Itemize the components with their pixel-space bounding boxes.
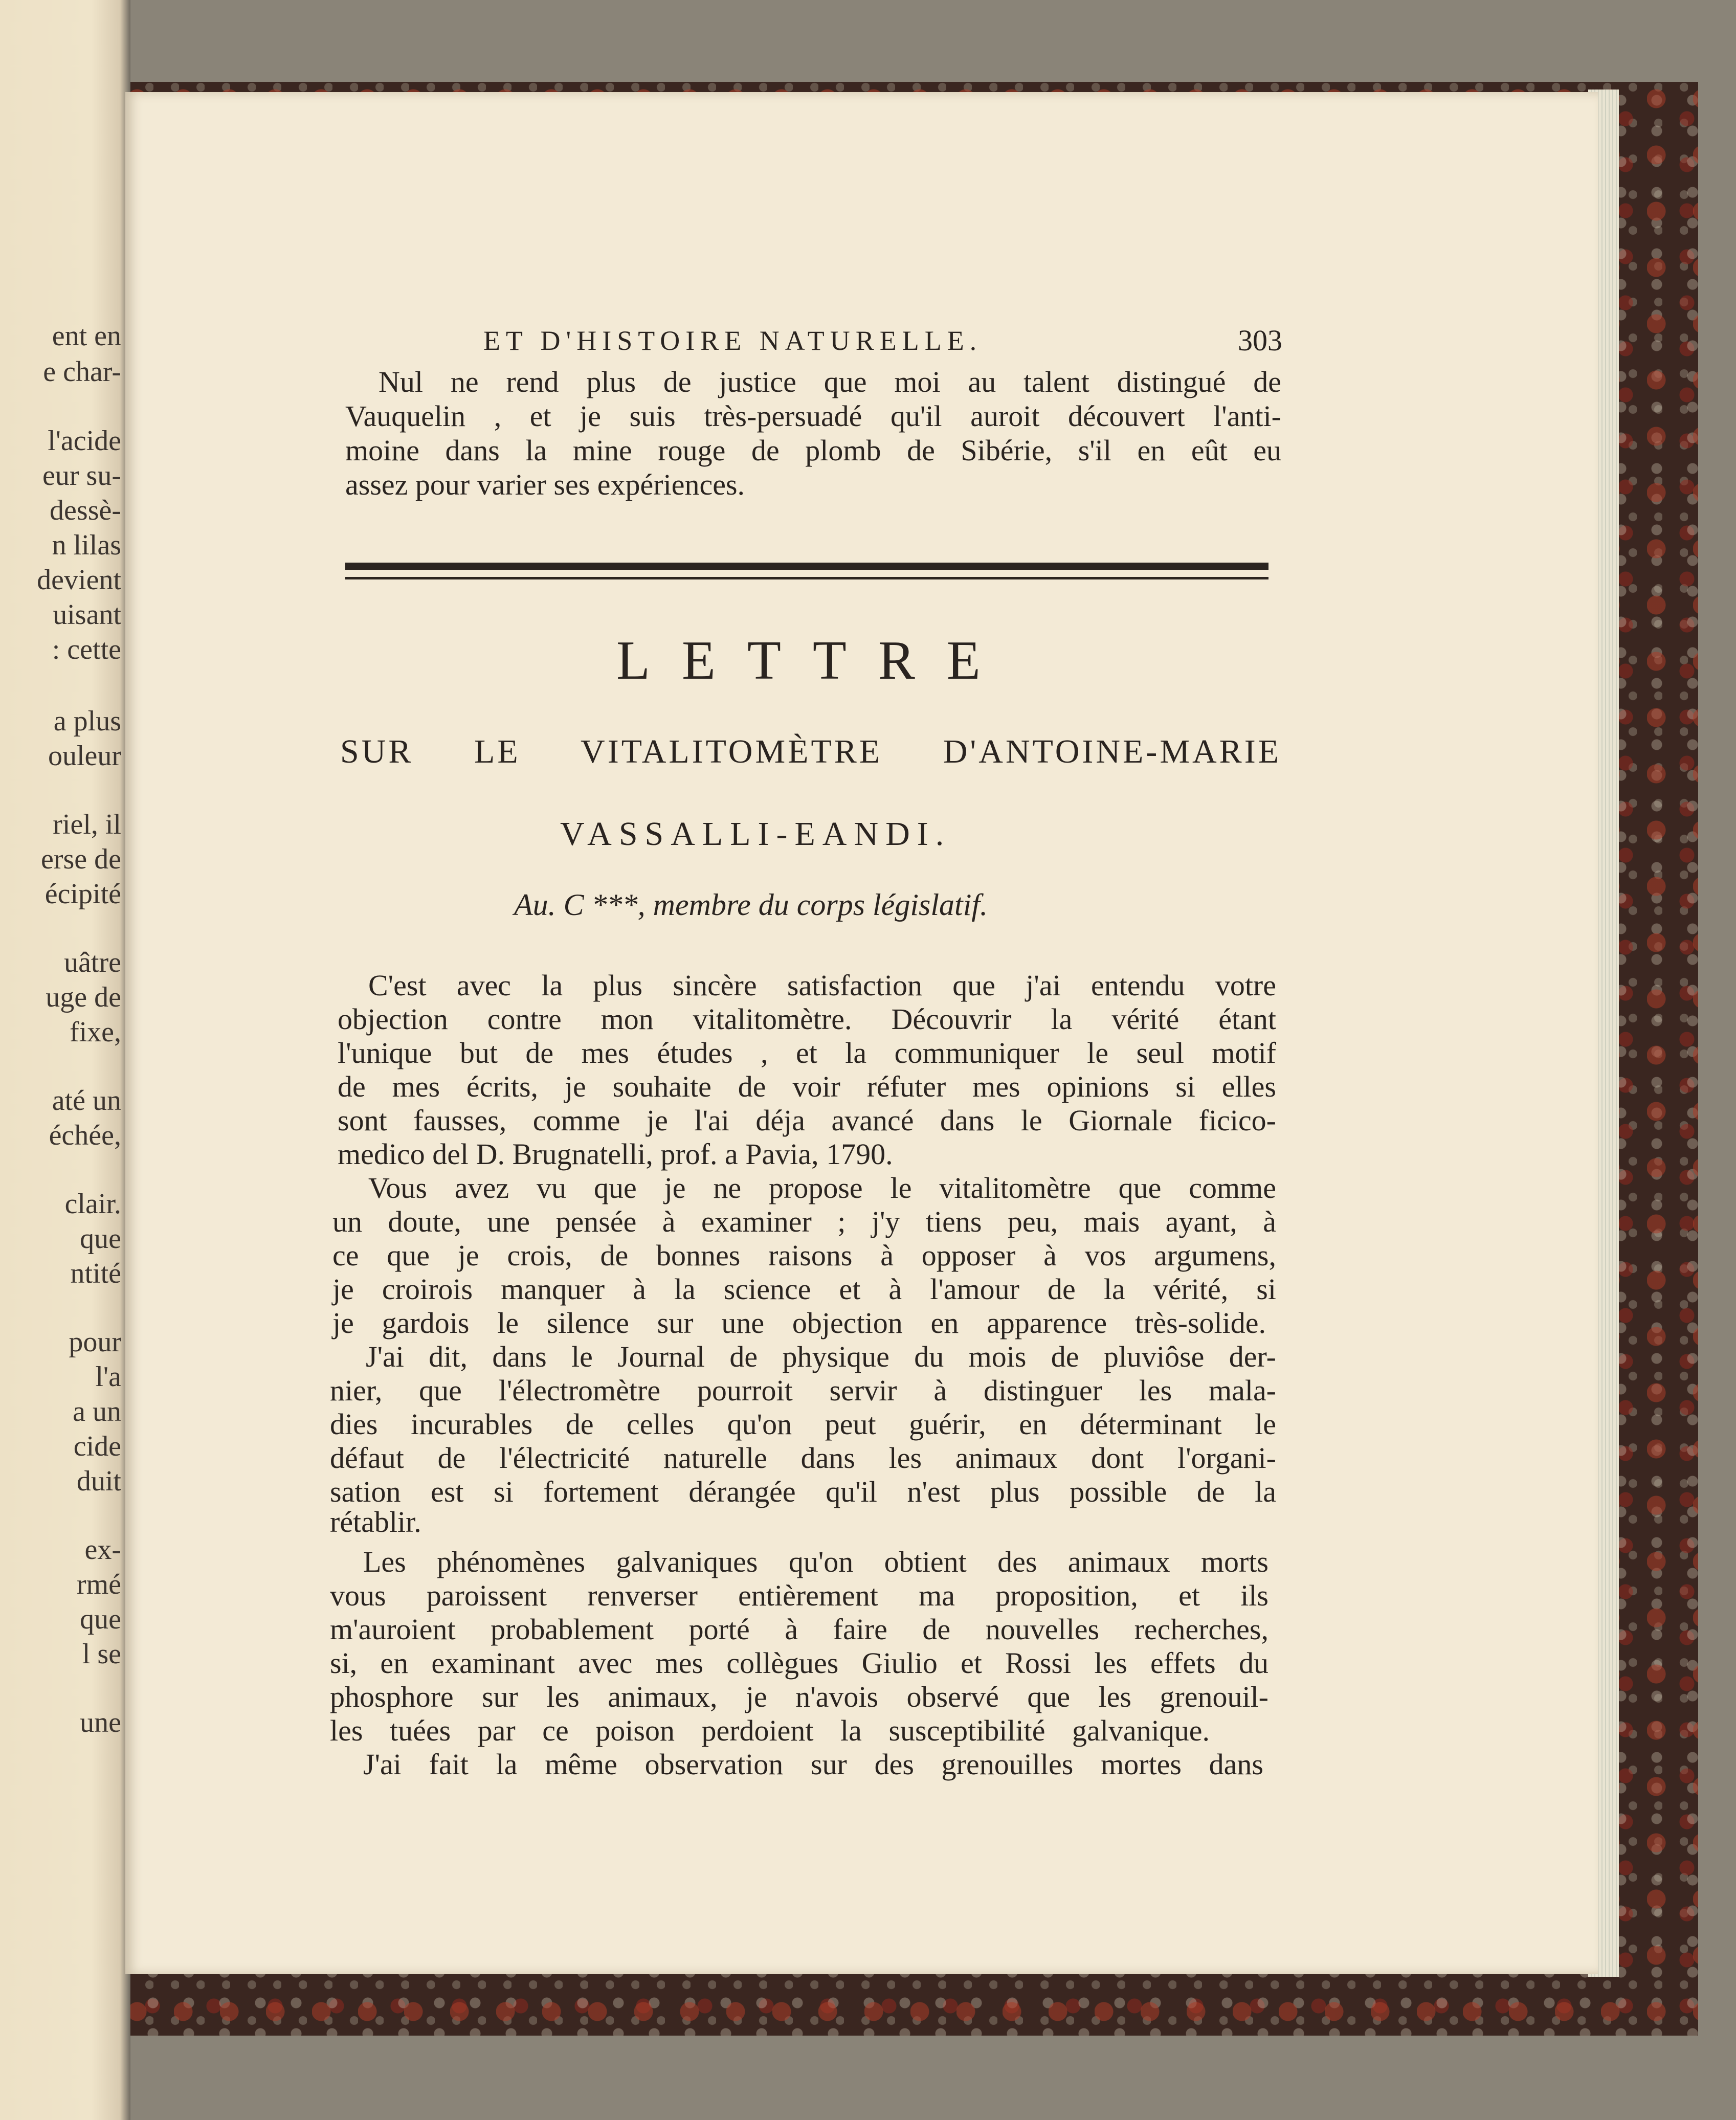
text-line: J'ai dit, dans le Journal de physique du mois de pluviôse der- xyxy=(366,1340,1276,1373)
text-line: de mes écrits, je souhaite de voir réfuter mes opinions si elles xyxy=(338,1070,1276,1103)
text-line: medico del D. Brugnatelli, prof. a Pavia, 1790. xyxy=(338,1137,893,1171)
left-fragment: clair. xyxy=(64,1188,121,1220)
left-fragment: l'acide xyxy=(48,425,121,457)
left-fragment: n lilas xyxy=(52,529,121,561)
text-line: J'ai fait la même observation sur des grenouilles mortes dans xyxy=(363,1748,1263,1781)
left-fragment: uisant xyxy=(53,599,121,631)
text-line: C'est avec la plus sincère satisfaction que j'ai entendu votre xyxy=(368,969,1276,1002)
left-fragment: que xyxy=(80,1603,121,1635)
letter-title: LETTRE xyxy=(616,630,1012,691)
left-fragment: fixe, xyxy=(69,1016,121,1048)
left-fragment: a un xyxy=(73,1396,121,1427)
running-head: ET D'HISTOIRE NATURELLE. xyxy=(483,325,983,356)
section-rule-thin xyxy=(345,577,1268,579)
text-line: les tuées par ce poison perdoient la susceptibilité galvanique. xyxy=(330,1714,1210,1747)
text-line: sont fausses, comme je l'ai déja avancé dans le Giornale ficico- xyxy=(338,1104,1276,1137)
left-fragment: ex- xyxy=(84,1534,121,1566)
text-line: nier, que l'électromètre pourroit servir à distinguer les mala- xyxy=(330,1374,1276,1407)
left-fragment: l se xyxy=(82,1638,121,1670)
left-fragment: até un xyxy=(52,1085,121,1117)
left-fragment: a plus xyxy=(53,705,121,737)
left-fragment: riel, il xyxy=(53,809,121,840)
text-line: m'auroient probablement porté à faire de nouvelles recherches, xyxy=(330,1613,1268,1646)
letter-addressee: Au. C ***, membre du corps législatif. xyxy=(514,888,988,922)
left-fragment: erse de xyxy=(40,843,121,875)
text-line: objection contre mon vitalitomètre. Découvrir la vérité étant xyxy=(338,1002,1276,1036)
text-line: phosphore sur les animaux, je n'avois observé que les grenouil- xyxy=(330,1680,1268,1713)
left-fragment: e char- xyxy=(43,356,121,388)
text-line: rétablir. xyxy=(330,1505,421,1538)
left-fragment: l'a xyxy=(95,1361,121,1393)
left-fragment: uâtre xyxy=(64,947,121,978)
left-fragment: que xyxy=(80,1223,121,1255)
text-line: Les phénomènes galvaniques qu'on obtient des animaux morts xyxy=(363,1545,1268,1578)
left-fragment: : cette xyxy=(52,634,121,665)
text-line: défaut de l'électricité naturelle dans les animaux dont l'organi- xyxy=(330,1441,1276,1475)
text-line: ce que je crois, de bonnes raisons à opposer à vos argumens, xyxy=(332,1239,1276,1272)
left-fragment: dessè- xyxy=(50,495,121,526)
text-line: un doute, une pensée à examiner ; j'y tiens peu, mais ayant, à xyxy=(332,1205,1276,1238)
left-fragment: ent en xyxy=(52,320,121,352)
left-fragment: ouleur xyxy=(48,740,121,772)
text-line: moine dans la mine rouge de plomb de Sibérie, s'il en eût eu xyxy=(345,434,1281,467)
left-fragment: uge de xyxy=(46,981,121,1013)
text-line: je gardois le silence sur une objection en apparence très-solide. xyxy=(332,1306,1266,1340)
left-fragment: duit xyxy=(76,1465,121,1497)
left-fragment: ntité xyxy=(70,1258,121,1289)
text-line: sation est si fortement dérangée qu'il n'est plus possible de la xyxy=(330,1475,1276,1508)
text-line: dies incurables de celles qu'on peut guérir, en déterminant le xyxy=(330,1408,1276,1441)
letter-subtitle-author: VASSALLI-EANDI. xyxy=(560,815,951,853)
left-fragment: écipité xyxy=(44,878,121,910)
text-line: assez pour varier ses expériences. xyxy=(345,468,745,501)
left-fragment: devient xyxy=(37,564,121,596)
text-line: Vous avez vu que je ne propose le vitalitomètre que comme xyxy=(368,1171,1276,1204)
text-line: vous paroissent renverser entièrement ma proposition, et ils xyxy=(330,1579,1268,1612)
left-fragment: échée, xyxy=(49,1120,121,1151)
text-line: si, en examinant avec mes collègues Giulio et Rossi les effets du xyxy=(330,1646,1268,1680)
left-fragment: cide xyxy=(73,1431,121,1462)
letter-subtitle: SUR LE VITALITOMÈTRE D'ANTOINE-MARIE xyxy=(340,733,1281,770)
text-line: l'unique but de mes études , et la communiquer le seul motif xyxy=(338,1036,1276,1069)
left-fragment: rmé xyxy=(76,1569,121,1600)
section-rule-thick xyxy=(345,563,1268,570)
text-line: je croirois manquer à la science et à l'amour de la vérité, si xyxy=(332,1273,1276,1306)
left-fragment: eur su- xyxy=(42,460,121,492)
left-page-edge xyxy=(0,0,130,2120)
text-line: Vauquelin , et je suis très-persuadé qu'il auroit découvert l'anti- xyxy=(345,399,1281,433)
left-fragment: une xyxy=(80,1707,121,1738)
text-line: Nul ne rend plus de justice que moi au talent distingué de xyxy=(379,365,1281,398)
page-number: 303 xyxy=(1238,324,1282,357)
left-fragment: pour xyxy=(69,1326,121,1358)
